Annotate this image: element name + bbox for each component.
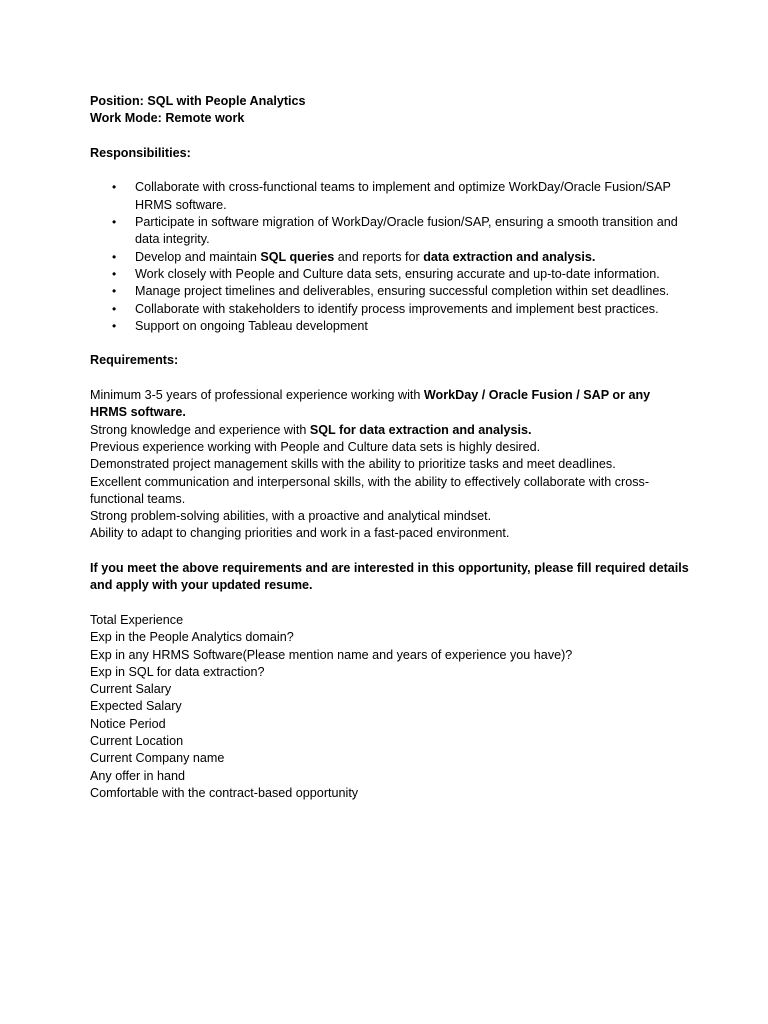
document-page bbox=[90, 93, 690, 802]
question-item: Current Company name bbox=[90, 751, 225, 766]
apply-instruction-continued: and apply with your updated resume. bbox=[90, 578, 313, 593]
responsibility-item: • Collaborate with cross-functional teams to implement and optimize WorkDay/Oracle Fusion/SAP HRMS software. bbox=[112, 180, 671, 212]
applicant-questions bbox=[90, 612, 690, 802]
bullet-icon: • bbox=[112, 301, 117, 316]
responsibility-item: • Support on ongoing Tableau development bbox=[90, 318, 690, 335]
requirements-list bbox=[90, 387, 690, 543]
requirement-item: Demonstrated project management skills with the ability to prioritize tasks and meet deadlines. bbox=[90, 457, 616, 472]
bullet-icon: • bbox=[112, 266, 117, 281]
bullet-icon: • bbox=[112, 318, 117, 333]
question-item: Comfortable with the contract-based opportunity bbox=[90, 785, 359, 800]
bullet-icon: • bbox=[112, 180, 117, 195]
requirement-item: Previous experience working with People and Culture data sets is highly desired. bbox=[90, 439, 541, 454]
question-item: Current Salary bbox=[90, 682, 172, 697]
question-item: Any offer in hand bbox=[90, 768, 185, 783]
requirement-item: Minimum 3-5 years of professional experience working with WorkDay / Oracle Fusion / SAP or any bbox=[90, 388, 651, 403]
bullet-icon: • bbox=[112, 249, 117, 264]
question-item: Exp in the People Analytics domain? bbox=[90, 630, 294, 645]
work-mode-line: Work Mode: Remote work bbox=[90, 111, 245, 126]
responsibilities-heading: Responsibilities: bbox=[90, 145, 191, 160]
responsibility-item: • Collaborate with stakeholders to identify process improvements and implement best practices. bbox=[90, 301, 690, 318]
responsibilities-list bbox=[90, 179, 690, 335]
responsibility-item: • Manage project timelines and deliverables, ensuring successful completion within set deadlines. bbox=[90, 283, 690, 300]
requirement-item: Ability to adapt to changing priorities and work in a fast-paced environment. bbox=[90, 526, 510, 541]
bullet-icon: • bbox=[112, 284, 117, 299]
question-item: Exp in SQL for data extraction? bbox=[90, 664, 265, 679]
responsibility-item: • Participate in software migration of WorkDay/Oracle fusion/SAP, ensuring a smooth transition and data integrity. bbox=[112, 215, 678, 247]
responsibility-item: • Work closely with People and Culture data sets, ensuring accurate and up-to-date information. bbox=[90, 266, 690, 283]
requirement-item-continued: HRMS software. bbox=[90, 405, 186, 420]
requirement-item: Strong knowledge and experience with SQL for data extraction and analysis. bbox=[90, 422, 532, 437]
requirement-item: Strong problem-solving abilities, with a proactive and analytical mindset. bbox=[90, 509, 492, 524]
bullet-icon: • bbox=[112, 215, 117, 230]
requirement-item-continued: functional teams. bbox=[90, 491, 186, 506]
apply-instruction: If you meet the above requirements and are interested in this opportunity, please fill required details bbox=[90, 561, 689, 576]
question-item: Expected Salary bbox=[90, 699, 182, 714]
requirement-item: Excellent communication and interpersonal skills, with the ability to effectively collaborate with cross- bbox=[90, 474, 650, 489]
requirements-heading: Requirements: bbox=[90, 353, 179, 368]
question-item: Total Experience bbox=[90, 612, 184, 627]
position-line: Position: SQL with People Analytics bbox=[90, 94, 306, 108]
question-item: Current Location bbox=[90, 733, 184, 748]
responsibility-item: • Develop and maintain SQL queries and reports for data extraction and analysis. bbox=[90, 249, 690, 266]
question-item: Exp in any HRMS Software(Please mention name and years of experience you have)? bbox=[90, 647, 573, 662]
question-item: Notice Period bbox=[90, 716, 166, 731]
